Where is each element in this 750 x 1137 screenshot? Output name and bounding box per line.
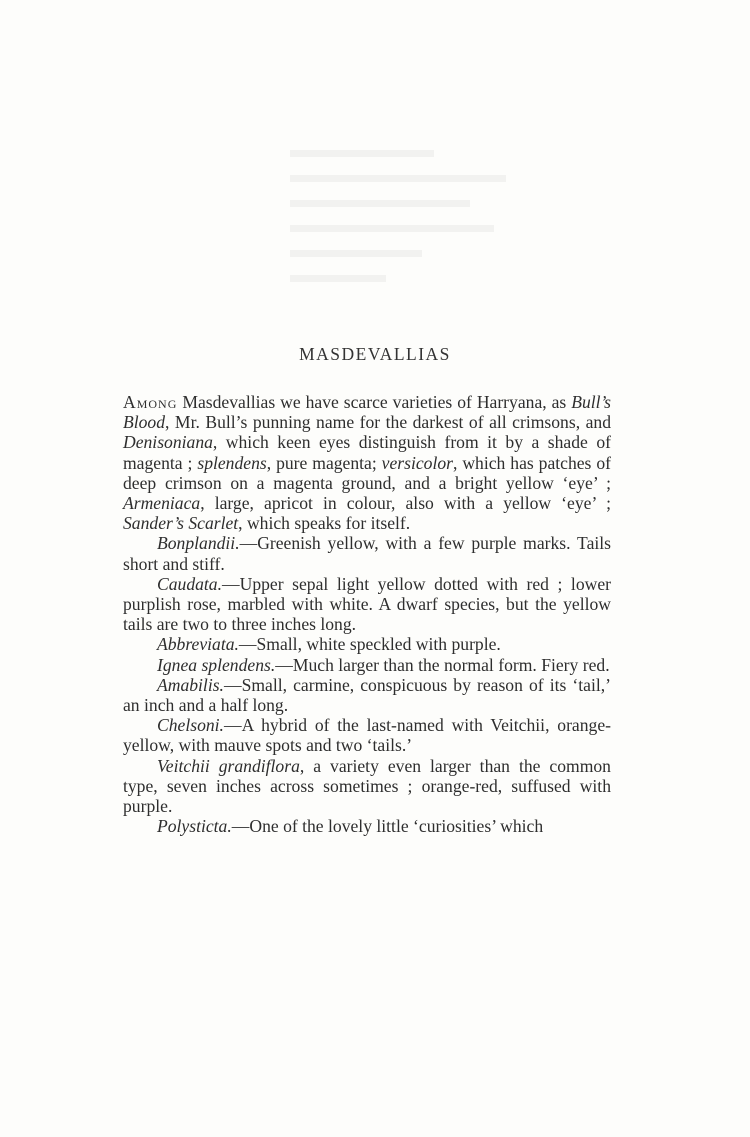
species-name: Caudata. <box>157 573 223 594</box>
chapter-title: MASDEVALLIAS <box>299 344 451 364</box>
species-description: —A hybrid of the last-named with Veitchii, orange-yellow, with mauve spots and two ‘tails.’ <box>123 715 611 756</box>
species-name: Chelsoni. <box>157 715 224 736</box>
paragraph-caudata <box>123 574 611 635</box>
variety-name: Sander’s Scarlet <box>123 513 239 534</box>
variety-name: Denisoniana <box>123 432 213 453</box>
body-text <box>123 392 611 836</box>
text-run: , which speaks for itself. <box>238 513 411 534</box>
variety-name: versicolor <box>381 452 454 473</box>
paragraph-bonplandii <box>123 533 611 573</box>
species-name: Abbreviata. <box>157 634 239 655</box>
variety-name: Armeniaca <box>123 493 201 514</box>
text-run: , Mr. Bull’s punning name for the darkest of all crimsons, and <box>165 412 611 433</box>
paragraph-intro <box>123 392 611 533</box>
species-description: —One of the lovely little ‘curiosities’ which <box>231 816 544 837</box>
lead-word: Among <box>123 392 178 412</box>
species-description: —Small, carmine, conspicuous by reason of its ‘tail,’ an inch and a half long. <box>123 674 611 716</box>
species-name: Veitchii grandiflora <box>157 755 300 776</box>
paragraph-ignea <box>123 655 611 675</box>
species-description: —Upper sepal light yellow dotted with red ; lower purplish rose, marbled with white. A dwarf species, but the yellow tails are two to three inches long. <box>123 573 611 635</box>
paragraph-veitchii <box>123 756 611 817</box>
species-name: Bonplandii. <box>157 533 240 554</box>
paragraph-abbreviata <box>123 634 611 654</box>
text-run: , pure magenta; <box>266 452 382 473</box>
variety-name: splendens <box>197 452 267 473</box>
text-run: , large, apricot in colour, also with a yellow ‘eye’ ; <box>200 493 611 514</box>
species-description: —Much larger than the normal form. Fiery red. <box>275 654 610 675</box>
text-run: , which keen eyes distinguish from it by a shade of magenta ; <box>123 432 611 473</box>
species-name: Ignea splendens. <box>157 654 276 675</box>
paragraph-polysticta <box>123 816 611 836</box>
show-through-text <box>290 150 530 330</box>
species-description: —Small, white speckled with purple. <box>238 634 501 655</box>
variety-name: Bull’s Blood <box>123 392 611 433</box>
paragraph-chelsoni <box>123 715 611 755</box>
text-run: Masdevallias we have scarce varieties of Harryana, as <box>177 392 572 412</box>
species-name: Amabilis. <box>157 674 224 695</box>
text-run: , which has patches of deep crimson on a magenta ground, and a bright yellow ‘eye’ ; <box>123 452 611 493</box>
species-name: Polysticta. <box>157 816 232 837</box>
species-description: , a variety even larger than the common type, seven inches across sometimes ; orange-red, suffused with purple. <box>123 755 611 817</box>
species-description: —Greenish yellow, with a few purple marks. Tails short and stiff. <box>123 533 611 574</box>
paragraph-amabilis <box>123 675 611 715</box>
